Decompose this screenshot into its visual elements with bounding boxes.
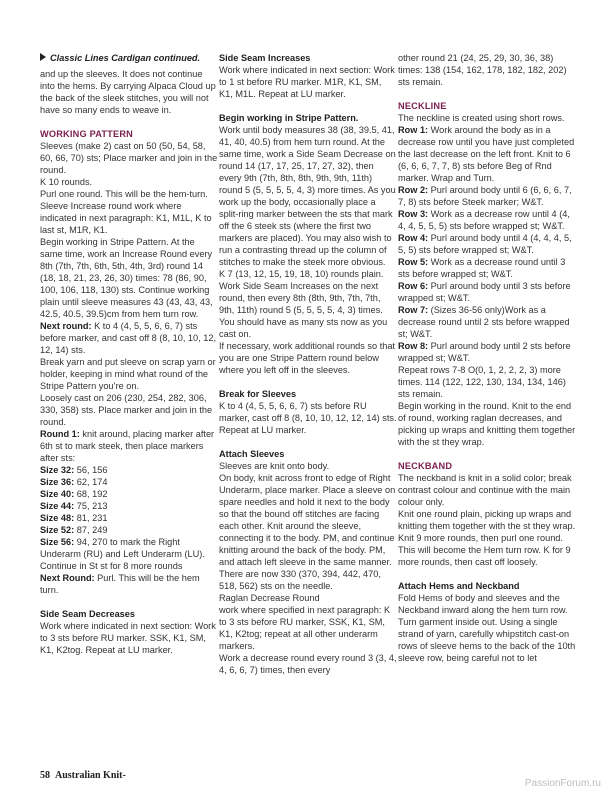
column-right [398,52,576,664]
paragraph: K 7 (13, 12, 15, 19, 18, 10) rounds plain. [219,269,384,279]
paragraph: Knit one round plain, picking up wraps and knitting them together with the st they wrap. Knit 9 more rounds, then purl one round. This will become the Hem turn row. K for 9 more rounds, then cast off loosely. [398,509,576,567]
row-instruction: Row 3: Work as a decrease row until 4 (4, 4, 4, 5, 5, 5) sts before wrapped st; W&T. [398,209,570,231]
row-instruction: Row 7: (Sizes 36-56 only)Work as a decrease round until 2 sts before wrapped st; W&T. [398,305,570,339]
continuation-label: Classic Lines Cardigan continued. [40,52,218,64]
size-line: Size 36: 62, 174 [40,477,108,487]
size-line: Size 44: 75, 213 [40,501,108,511]
arrow-right-icon [40,53,46,61]
paragraph: Work until body measures 38 (38, 39.5, 41, 41, 40, 40.5) from hem turn round. At the same time, work a Side Seam Decrease on round 14 (17, 17, 25, 17, 27, 32), then every 9th (7th, 8th, 8th, 9th, 9th, 11th) round 5 (5, 5, 5, 5, 4, 3) more times. As you work up the body, occasionally place a split-ring marker between the sts that mark off the 6 steek sts (where the first two markers are placed). You may also wish to run a contrasting thread up the column of stitches to make the steek more obvious. [219,125,396,267]
paragraph: Raglan Decrease Round [219,593,320,603]
size-line: Size 56: 94, 270 to mark the Right Underarm (RU) and Left Underarm (LU). [40,537,205,559]
paragraph: Loosely cast on 206 (230, 254, 282, 306, 330, 358) sts. Place marker and join in the round. [40,393,213,427]
paragraph: other round 21 (24, 25, 29, 30, 36, 38) times: 138 (154, 162, 178, 182, 182, 202) sts remain. [398,53,567,87]
paragraph: Break yarn and put sleeve on scrap yarn or holder, keeping in mind what round of the Stripe Pattern you’re on. [40,357,216,391]
label: Next round: [40,321,92,331]
paragraph: Purl one round. This will be the hem-turn. [40,189,208,199]
paragraph: Repeat rows 7-8 O(0, 1, 2, 2, 2, 3) more times. 114 (122, 122, 130, 134, 134, 146) sts remain. [398,365,566,399]
attach-sleeves-heading: Attach Sleeves [219,449,285,459]
row-instruction: Row 4: Purl around body until 4 (4, 4, 4, 5, 5, 5) sts before wrapped st; W&T. [398,233,572,255]
column-middle [219,52,397,676]
working-pattern-heading: WORKING PATTERN [40,129,133,139]
paragraph: Next Round: Purl. This will be the hem turn. [40,573,200,595]
paragraph: K to 4 (4, 5, 5, 6, 6, 7) sts before RU marker, cast off 8 (8, 10, 10, 12, 12, 14) sts. Repeat at LU marker. [219,401,397,435]
size-line: Size 52: 87, 249 [40,525,108,535]
paragraph: On body, knit across front to edge of Right Underarm, place marker. Place a sleeve on spare needles and hold it next to the body so that the bound off stitches are facing each other. Knit around the sleeve, connecting it to the body. PM, and continue knitting around the back of the body. PM, and attach left sleeve in the same manner. [219,473,396,567]
paragraph: work where specified in next paragraph: K to 3 sts before RU marker, SSK, K1, SM, K1, K2tog; repeat at all other underarm markers. [219,605,391,651]
paragraph: If necessary, work additional rounds so that you are one Stripe Pattern round below where you left off in the sleeves. [219,341,396,375]
paragraph: Work where indicated in next section: Work to 3 sts before RU marker. SSK, K1, SM, K1, K2tog. Repeat at LU marker. [40,621,216,655]
paragraph: Begin working in Stripe Pattern. At the same time, work an Increase Round every 8th (7th, 7th, 6th, 5th, 4th, 3rd) round 14 (18, 18, 21, 23, 26, 30) times: 78 (86, 90, 100, 106, 118, 130) sts. Continue working plain until sleeve measures 43 (43, 43, 43, 42.5, 40.5, 39.5)cm from hem turn row. [40,237,213,319]
row-instruction: Row 2: Purl around body until 6 (6, 6, 6, 7, 7, 8) sts before Steek marker; W&T. [398,185,572,207]
size-line: Size 48: 81, 231 [40,513,108,523]
paragraph: The neckline is created using short rows. [398,113,565,123]
paragraph: Sleeves are knit onto body. [219,461,330,471]
paragraph: Begin working in the round. Knit to the end of round, working raglan decreases, and picking up wraps and knitting them together with the st they wrap. [398,401,576,447]
paragraph: Continue in St st for 8 more rounds [40,561,183,571]
row-instruction: Row 6: Purl around body until 3 sts before wrapped st; W&T. [398,281,571,303]
column-left [40,52,218,656]
paragraph: Next round: K to 4 (4, 5, 5, 6, 6, 7) sts before marker, and cast off 8 (8, 10, 10, 12, 12, 14) sts. [40,321,217,355]
stripe-pattern-heading: Begin working in Stripe Pattern. [219,113,359,123]
row-instruction: Row 8: Purl around body until 2 sts before wrapped st; W&T. [398,341,571,363]
size-line: Size 40: 68, 192 [40,489,108,499]
label: Next Round: [40,573,95,583]
row-instruction: Row 5: Work as a decrease round until 3 sts before wrapped st; W&T. [398,257,566,279]
paragraph: Work a decrease round every round 3 (3, 4, 4, 6, 6, 7) times, then every [219,653,397,675]
side-seam-increases-heading: Side Seam Increases [219,53,311,63]
paragraph: Work where indicated in next section: Work to 1 st before RU marker. M1R, K1, SM, K1, M1L. Repeat at LU marker. [219,65,395,99]
paragraph: Work Side Seam Increases on the next round, then every 8th (8th, 9th, 7th, 7th, 9th, 11th) round 5 (5, 5, 5, 5, 4, 3) times. You should have as many sts now as you cast on. [219,281,388,339]
paragraph: Sleeve Increase round work where indicated in next paragraph: K1, M1L, K to last st, M1R, K1. [40,201,212,235]
label: Round 1: [40,429,80,439]
intro-paragraph: and up the sleeves. It does not continue into the hems. By carrying Alpaca Cloud up the back of the sleek stitches, you will not have so many ends to weave in. [40,69,216,115]
paragraph: Fold Hems of body and sleeves and the Neckband inward along the hem turn row. Turn garment inside out. Using a single strand of yarn, carefully whipstitch cast-on rows of sleeve hems to the back of the 10th sleeve row, being careful not to let [398,593,576,663]
side-seam-decreases-heading: Side Seam Decreases [40,609,136,619]
page-number: 58 [40,770,50,781]
break-for-sleeves-heading: Break for Sleeves [219,389,297,399]
neckband-heading: NECKBAND [398,461,453,471]
row-instruction: Row 1: Work around the body as in a decrease row until you have just completed the last decrease on the left front. Knit to 6 (6, 6, 6, 7, 7, 8) sts before Beg of Rnd marker. Wrap and Turn. [398,125,575,183]
paragraph: There are now 330 (370, 394, 442, 470, 518, 562) sts on the needle. [219,569,381,591]
neckline-heading: NECKLINE [398,101,447,111]
attach-hems-heading: Attach Hems and Neckband [398,581,520,591]
publication-name: Australian Knit- [55,770,126,781]
paragraph: Sleeves (make 2) cast on 50 (50, 54, 58, 60, 66, 70) sts; Place marker and join in the round. [40,141,218,175]
paragraph: The neckband is knit in a solid color; break contrast colour and continue with the main colour only. [398,473,572,507]
page-footer [40,770,126,781]
paragraph: Round 1: knit around, placing marker after 6th st to mark steek, then place markers after sts: [40,429,215,463]
paragraph: K 10 rounds. [40,177,93,187]
size-line: Size 32: 56, 156 [40,465,108,475]
watermark: PassionForum.ru [524,778,601,789]
